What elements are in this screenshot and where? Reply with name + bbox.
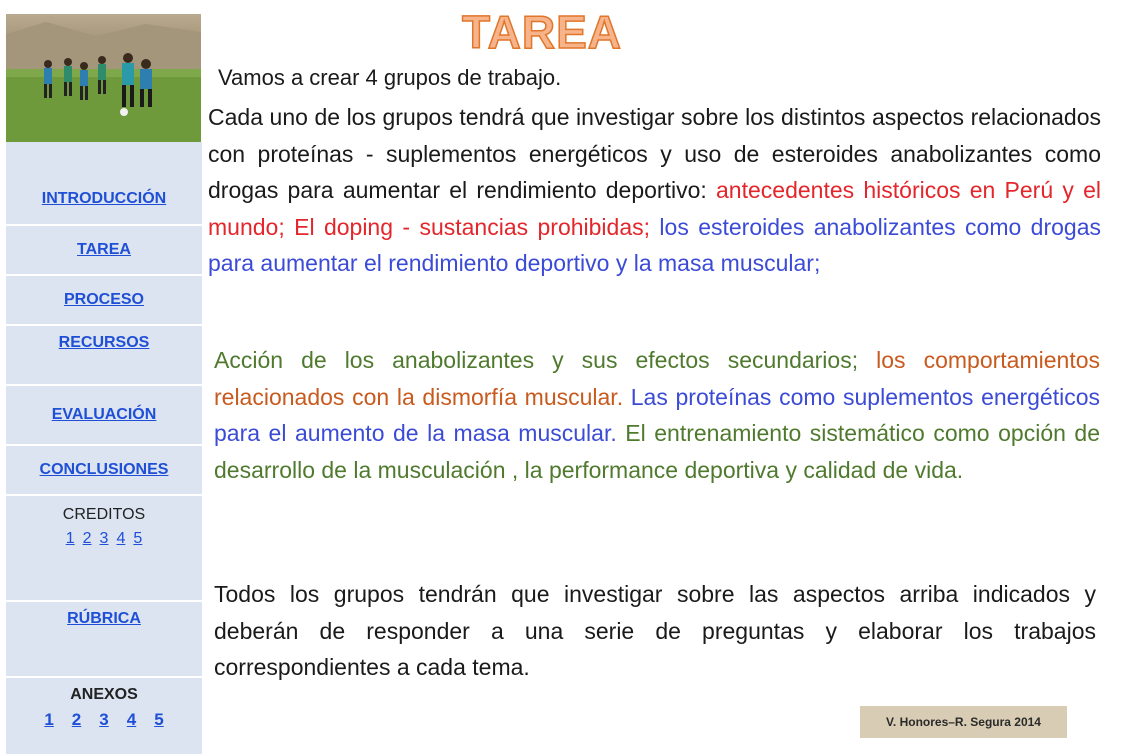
sidebar-link-rubrica[interactable]: RÚBRICA bbox=[67, 610, 141, 627]
sidebar-link-recursos[interactable]: RECURSOS bbox=[58, 334, 150, 351]
anexos-label: ANEXOS bbox=[70, 686, 138, 703]
anexos-link-1[interactable]: 1 bbox=[44, 710, 54, 729]
anexos-links bbox=[35, 710, 172, 730]
sidebar-item-creditos bbox=[6, 496, 202, 602]
page-title: TAREA bbox=[462, 6, 623, 58]
creditos-link-4[interactable]: 4 bbox=[116, 530, 126, 547]
sidebar-link-introduccion[interactable]: INTRODUCCIÓN bbox=[41, 190, 167, 207]
sidebar-nav bbox=[6, 142, 202, 756]
sidebar-item-proceso bbox=[6, 276, 202, 326]
creditos-link-1[interactable]: 1 bbox=[65, 530, 75, 547]
sidebar-item-anexos bbox=[6, 678, 202, 756]
creditos-label: CREDITOS bbox=[62, 506, 146, 523]
soccer-field-photo bbox=[6, 14, 201, 142]
sidebar-item-evaluacion bbox=[6, 386, 202, 446]
p2-green-text-2: El entrenamiento sistemático como opción de desarrollo de la musculación , la performance deportiva y calidad de vida. bbox=[214, 420, 1101, 483]
creditos-link-3[interactable]: 3 bbox=[99, 530, 109, 547]
anexos-link-2[interactable]: 2 bbox=[71, 710, 82, 729]
creditos-links bbox=[62, 530, 147, 548]
sidebar-item-recursos bbox=[6, 326, 202, 386]
sidebar-link-conclusiones[interactable]: CONCLUSIONES bbox=[39, 461, 169, 478]
sidebar-item-rubrica bbox=[6, 602, 202, 678]
p2-orange-text: los comportamientos relacionados con la dismorfía muscular. bbox=[214, 347, 1101, 410]
sidebar-link-evaluacion[interactable]: EVALUACIÓN bbox=[51, 406, 157, 423]
p1-text: Cada uno de los grupos tendrá que investigar sobre los distintos aspectos relacionados con proteínas - suplementos energéticos y uso de esteroides anabolizantes como drogas para aumentar el rendimiento deportivo: bbox=[208, 104, 1101, 203]
p2-green-text-1: Acción de los anabolizantes y sus efectos secundarios; bbox=[214, 347, 877, 373]
anexos-link-5[interactable]: 5 bbox=[154, 710, 164, 729]
task-paragraph-2 bbox=[214, 342, 1100, 488]
task-paragraph-1 bbox=[208, 99, 1101, 282]
author-credit-badge: V. Honores–R. Segura 2014 bbox=[860, 706, 1067, 738]
sidebar-item-conclusiones bbox=[6, 446, 202, 496]
sidebar-link-proceso[interactable]: PROCESO bbox=[63, 291, 144, 308]
anexos-link-4[interactable]: 4 bbox=[126, 710, 137, 729]
task-paragraph-3: Todos los grupos tendrán que investigar sobre las aspectos arriba indicados y deberán de responder a una serie de preguntas y elaborar los trabajos correspondientes a cada tema. bbox=[214, 581, 1096, 680]
sidebar-item-tarea bbox=[6, 226, 202, 276]
sidebar-link-tarea[interactable]: TAREA bbox=[77, 241, 131, 258]
sidebar-item-introduccion bbox=[6, 142, 202, 226]
anexos-link-3[interactable]: 3 bbox=[99, 710, 109, 729]
creditos-link-5[interactable]: 5 bbox=[133, 530, 143, 547]
p1-red-text: antecedentes históricos en Perú y el mundo; El doping - sustancias prohibidas; bbox=[208, 177, 1102, 240]
p1-blue-text: los esteroides anabolizantes como drogas para aumentar el rendimiento deportivo y la masa muscular; bbox=[208, 213, 1102, 276]
intro-line: Vamos a crear 4 grupos de trabajo. bbox=[218, 65, 562, 90]
creditos-link-2[interactable]: 2 bbox=[82, 530, 92, 547]
p2-blue-text: Las proteínas como suplementos energéticos para el aumento de la masa muscular. bbox=[214, 383, 1100, 446]
